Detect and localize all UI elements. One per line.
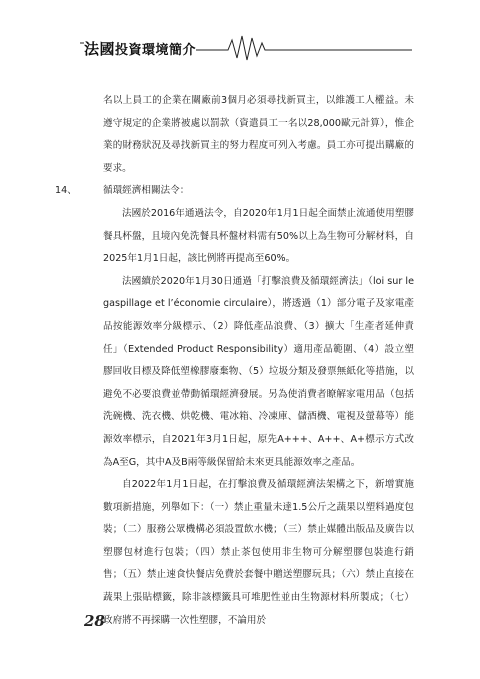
paragraph-2016-law: 法國於2016年通過法令，自2020年1月1日起全面禁止流通使用塑膠餐具杯盤，且境內免洗餐具杯盤材料需有50%以上為生物可分解材料，自2025年1月1日起，該比例將再提高至60%。 (103, 207, 414, 265)
header-title (84, 38, 196, 59)
heartbeat-line (196, 36, 298, 60)
running-header (0, 0, 480, 70)
list-item-number: 14、 (55, 185, 77, 197)
list-item-14 (55, 180, 414, 203)
body-text (55, 90, 414, 632)
header-title-main: 法國 (84, 40, 116, 58)
header-decoration (0, 0, 480, 70)
header-title-sub: 投資環境簡介 (115, 43, 197, 58)
paragraph-continued: 名以上員工的企業在關廠前3個月必須尋找新買主，以維護工人權益。未遵守規定的企業將被處以罰款（資遣員工一名以28,000歐元計算），惟企業的財務狀況及尋找新買主的努力程度可列入考慮。員工亦可提出購廠的要求。 (103, 95, 414, 174)
page-number: 28 (84, 612, 105, 630)
list-item-title: 循環經濟相關法令： (103, 185, 190, 197)
paragraph-2022-measures: 自2022年1月1日起，在打擊浪費及循環經濟法架構之下，新增實施數項新措施，列舉如下：（一）禁止重量未達1.5公斤之蔬果以塑料過度包裝；（二）服務公眾機構必須設置飲水機；（三）禁止媒體出版品及廣告以塑膠包材進行包裝；（四）禁止茶包使用非生物可分解塑膠包裝進行銷售；（五）禁止速食快餐店免費於套餐中贈送塑膠玩具；（六）禁止直接在蔬果上張貼標籤，除非該標籤具可堆肥性並由生物源材料所製成；（七）政府將不再採購一次性塑膠，不論用於 (103, 479, 414, 626)
paragraph-2020-law: 法國續於2020年1月30日通過「打擊浪費及循環經濟法」（loi sur le gaspillage et l’économie circulaire），將透過（1）部分電子及家電產品按能源效率分級標示、（2）降低產品浪費、（3）擴大「生產者延伸責任」（Extended Product Responsibility）適用產品範圍、（4）設立塑膠回收目標及降低塑橡膠廢棄物、（5）垃圾分類及發票無紙化等措施，以避免不必要浪費並帶動循環經濟發展。另為使消費者瞭解家電用品（包括洗碗機、洗衣機、烘乾機、電冰箱、冷凍庫、儲酒機、電視及螢幕等）能源效率標示，自2021年3月1日起，原先A+++、A++、A+標示方式改為A至G，其中A及B兩等級保留給未來更具能源效率之產品。 (103, 275, 414, 468)
